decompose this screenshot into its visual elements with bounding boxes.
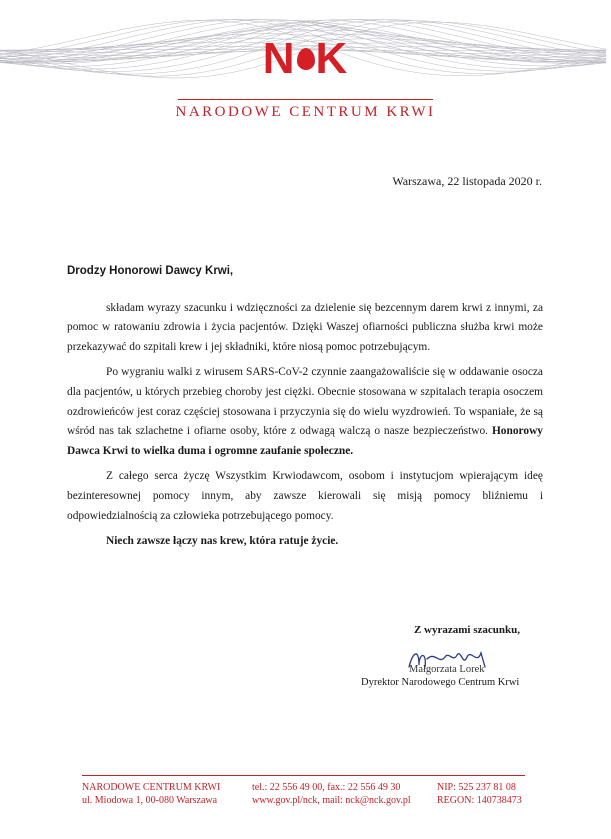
paragraph-3: Z całego serca życzę Wszystkim Krwiodawcom, osobom i instytucjom wpierającym ideę bezinteresownej pomocy innym, aby zawsze kierowali się misją pomocy bliźniemu i odpowiedzialnością za człowieka potrzebującego pomocy. [67, 470, 543, 522]
nck-logo: N K [262, 34, 349, 83]
blood-drop-icon [297, 48, 315, 70]
footer-divider [82, 775, 525, 776]
closing-line: Niech zawsze łączy nas krew, która ratuje życie. [106, 535, 339, 548]
letterhead [0, 0, 611, 135]
greeting: Drodzy Honorowi Dawcy Krwi, [67, 265, 234, 277]
signer-title: Dyrektor Narodowego Centrum Krwi [361, 677, 520, 688]
paragraph-2: Po wygraniu walki z wirusem SARS-CoV-2 czynnie zaangażowaliście się w oddawanie osocza dla pacjentów, u których przebieg choroby jest ciężki. Obecnie stosowana w szpitalach terapia osoczem ozdrowieńców jest coraz częściej stosowana i przyczynia się do wielu wyzdrowień. To wspaniałe, że są wśród nas tak szlachetne i ofiarne osoby, które z odwagą walczą o nasze bezpieczeństwo. Honorowy Dawca Krwi to wielka duma i ogromne zaufanie społeczne. [67, 366, 543, 457]
footer-registry: NIP: 525 237 81 08 REGON: 140738473 [437, 782, 522, 806]
footer-address: NARODOWE CENTRUM KRWI ul. Miodowa 1, 00-080 Warszawa [82, 782, 221, 806]
signer-name: Małgorzata Lorek [409, 664, 485, 675]
letter-date: Warszawa, 22 listopada 2020 r. [392, 174, 542, 188]
regards: Z wyrazami szacunku, [413, 624, 520, 636]
letter-body [67, 262, 543, 552]
org-name: NARODOWE CENTRUM KRWI [175, 104, 436, 120]
header-divider [178, 99, 433, 100]
paragraph-2-bold: Honorowy Dawca Krwi to wielka duma i ogromne zaufanie społeczne. [67, 425, 543, 457]
footer-contact: tel.: 22 556 49 00, fax.: 22 556 49 30 www.gov.pl/nck, mail: nck@nck.gov.pl [252, 782, 411, 806]
paragraph-1: składam wyrazy szacunku i wdzięczności za dzielenie się bezcennym darem krwi z innymi, za pomoc w ratowaniu zdrowia i życia pacjentów. Dzięki Waszej ofiarności publiczna służba krwi może przekazywać do szpitali krew i jej składniki, które niosą pomoc potrzebującym. [67, 301, 543, 353]
